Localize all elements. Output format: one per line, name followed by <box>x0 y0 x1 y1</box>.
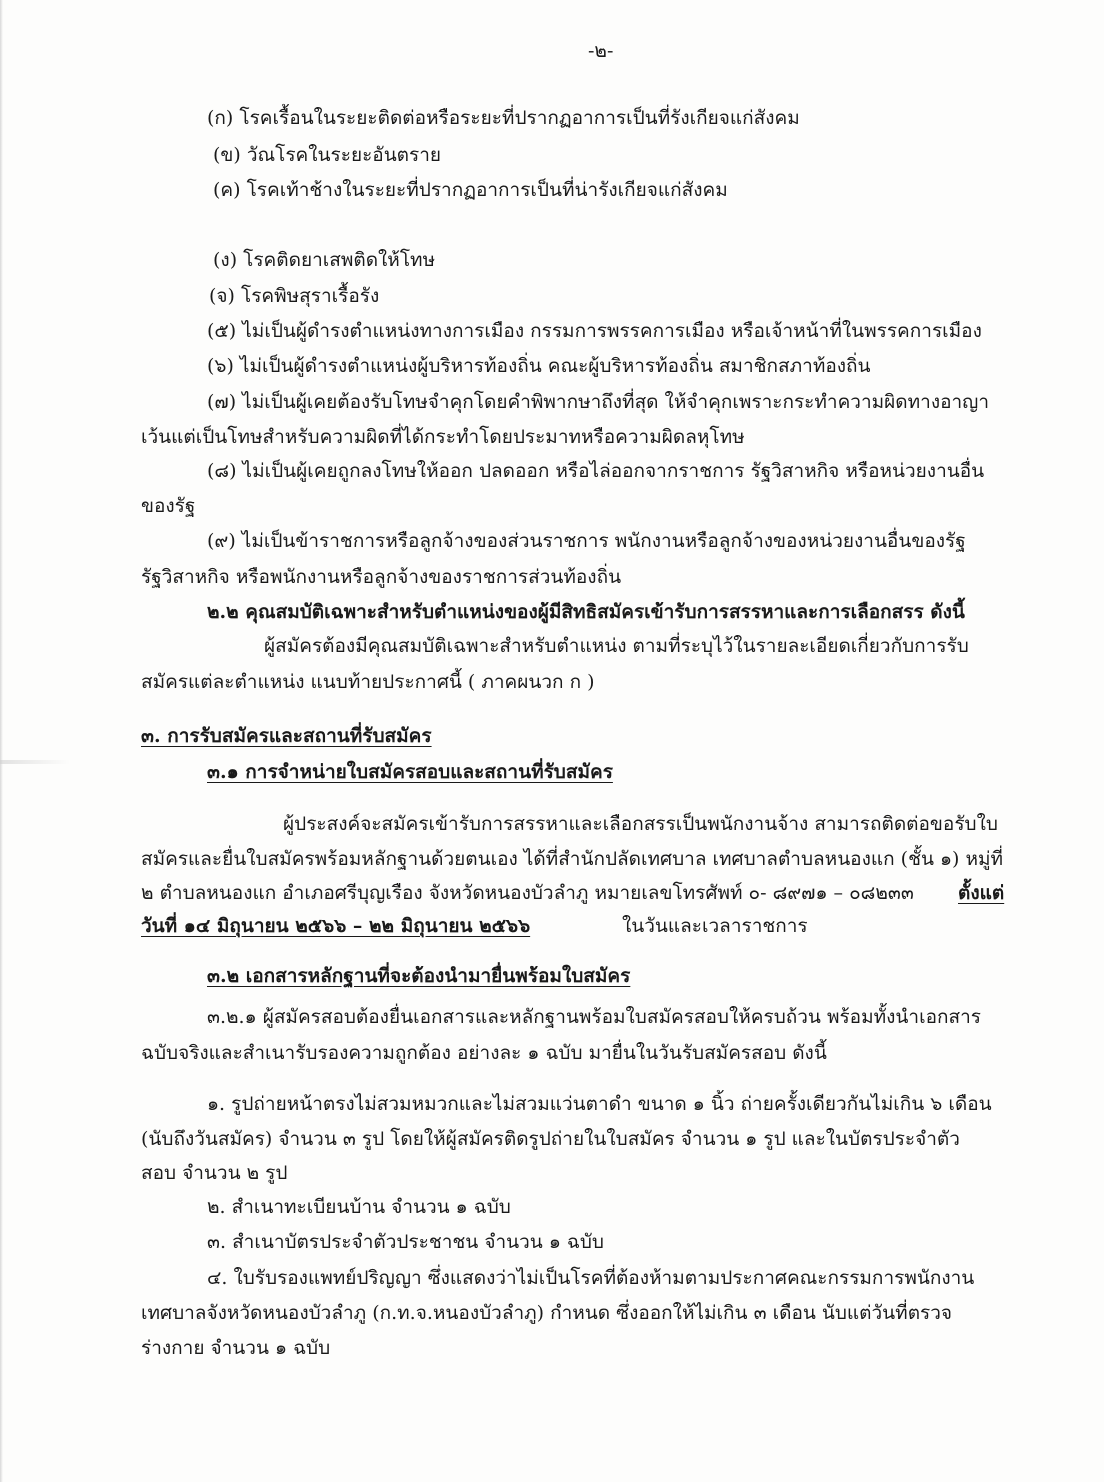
text-line: (๗) ไม่เป็นผู้เคยต้องรับโทษจำคุกโดยคำพิพากษาถึงที่สุด ให้จำคุกเพราะกระทำความผิดทางอาญา <box>207 391 990 413</box>
text-line: (ข) วัณโรคในระยะอันตราย <box>213 144 442 166</box>
text-line: สอบ จำนวน ๒ รูป <box>141 1162 288 1184</box>
page-number: -๒- <box>588 40 614 62</box>
text-line: ฉบับจริงและสำเนารับรองความถูกต้อง อย่างละ ๑ ฉบับ มายื่นในวันรับสมัครสอบ ดังนี้ <box>141 1042 827 1064</box>
text-line: (ก) โรคเรื้อนในระยะติดต่อหรือระยะที่ปรากฏอาการเป็นที่รังเกียจแก่สังคม <box>207 107 800 129</box>
section-heading-3: ๓. การรับสมัครและสถานที่รับสมัคร <box>141 725 432 747</box>
text-line: ๑. รูปถ่ายหน้าตรงไม่สวมหมวกและไม่สวมแว่นตาดำ ขนาด ๑ นิ้ว ถ่ายครั้งเดียวกันไม่เกิน ๖ เดือน <box>207 1093 992 1115</box>
text-line: ๒ ตำบลหนองแก อำเภอศรีบุญเรือง จังหวัดหนองบัวลำภู หมายเลขโทรศัพท์ ๐- ๘๙๗๑ – ๐๘๒๓๓ <box>141 882 914 904</box>
text-line: ในวันและเวลาราชการ <box>622 915 808 937</box>
text-line: สมัครแต่ละตำแหน่ง แนบท้ายประกาศนี้ ( ภาคผนวก ก ) <box>141 671 595 693</box>
text-line: (นับถึงวันสมัคร) จำนวน ๓ รูป โดยให้ผู้สมัครติดรูปถ่ายในใบสมัคร จำนวน ๑ รูป และในบัตรประจำตัว <box>141 1128 960 1150</box>
section-heading-3-2: ๓.๒ เอกสารหลักฐานที่จะต้องนำมายื่นพร้อมใบสมัคร <box>207 965 631 987</box>
text-line: (๕) ไม่เป็นผู้ดำรงตำแหน่งทางการเมือง กรรมการพรรคการเมือง หรือเจ้าหน้าที่ในพรรคการเมือง <box>207 320 982 342</box>
section-heading-2-2: ๒.๒ คุณสมบัติเฉพาะสำหรับตำแหน่งของผู้มีสิทธิสมัครเข้ารับการสรรหาและการเลือกสรร ดังนี้ <box>207 601 965 623</box>
text-line: ๓.๒.๑ ผู้สมัครสอบต้องยื่นเอกสารและหลักฐานพร้อมใบสมัครสอบให้ครบถ้วน พร้อมทั้งนำเอกสาร <box>207 1006 981 1028</box>
text-line: (ค) โรคเท้าช้างในระยะที่ปรากฏอาการเป็นที่น่ารังเกียจแก่สังคม <box>213 179 728 201</box>
text-line: ผู้ประสงค์จะสมัครเข้ารับการสรรหาและเลือกสรรเป็นพนักงานจ้าง สามารถติดต่อขอรับใบ <box>283 813 998 835</box>
text-line: (๖) ไม่เป็นผู้ดำรงตำแหน่งผู้บริหารท้องถิ่น คณะผู้บริหารท้องถิ่น สมาชิกสภาท้องถิ่น <box>207 355 871 377</box>
text-line: สมัครและยื่นใบสมัครพร้อมหลักฐานด้วยตนเอง ได้ที่สำนักปลัดเทศบาล เทศบาลตำบลหนองแก (ชั้น ๑) หมู่ที่ <box>141 848 1004 870</box>
section-heading-3-1: ๓.๑ การจำหน่ายใบสมัครสอบและสถานที่รับสมัคร <box>207 761 613 783</box>
text-line: เทศบาลจังหวัดหนองบัวลำภู (ก.ท.จ.หนองบัวลำภู) กำหนด ซึ่งออกให้ไม่เกิน ๓ เดือน นับแต่วันที่ตรวจ <box>141 1302 953 1324</box>
text-line: (ง) โรคติดยาเสพติดให้โทษ <box>213 249 436 271</box>
text-line: ผู้สมัครต้องมีคุณสมบัติเฉพาะสำหรับตำแหน่ง ตามที่ระบุไว้ในรายละเอียดเกี่ยวกับการรับ <box>264 635 969 657</box>
text-emphasis-dates: วันที่ ๑๔ มิถุนายน ๒๕๖๖ – ๒๒ มิถุนายน ๒๕๖๖ <box>141 915 531 937</box>
text-line: ร่างกาย จำนวน ๑ ฉบับ <box>141 1337 331 1359</box>
text-line: ๓. สำเนาบัตรประจำตัวประชาชน จำนวน ๑ ฉบับ <box>207 1231 604 1253</box>
text-line: (๙) ไม่เป็นข้าราชการหรือลูกจ้างของส่วนราชการ พนักงานหรือลูกจ้างของหน่วยงานอื่นของรัฐ <box>207 530 966 552</box>
text-line: ๔. ใบรับรองแพทย์ปริญญา ซึ่งแสดงว่าไม่เป็นโรคที่ต้องห้ามตามประกาศคณะกรรมการพนักงาน <box>207 1267 975 1289</box>
scan-smudge <box>0 760 70 764</box>
text-line: รัฐวิสาหกิจ หรือพนักงานหรือลูกจ้างของราชการส่วนท้องถิ่น <box>141 566 622 588</box>
text-line: (๘) ไม่เป็นผู้เคยถูกลงโทษให้ออก ปลดออก หรือไล่ออกจากราชการ รัฐวิสาหกิจ หรือหน่วยงานอื่น <box>207 460 985 482</box>
text-line: ๒. สำเนาทะเบียนบ้าน จำนวน ๑ ฉบับ <box>207 1196 511 1218</box>
scan-edge-shadow <box>0 0 3 1482</box>
text-line: (จ) โรคพิษสุราเรื้อรัง <box>209 285 380 307</box>
text-line: เว้นแต่เป็นโทษสำหรับความผิดที่ได้กระทำโดยประมาทหรือความผิดลหุโทษ <box>141 426 745 448</box>
text-line: ของรัฐ <box>141 495 196 517</box>
text-emphasis: ตั้งแต่ <box>958 882 1005 904</box>
